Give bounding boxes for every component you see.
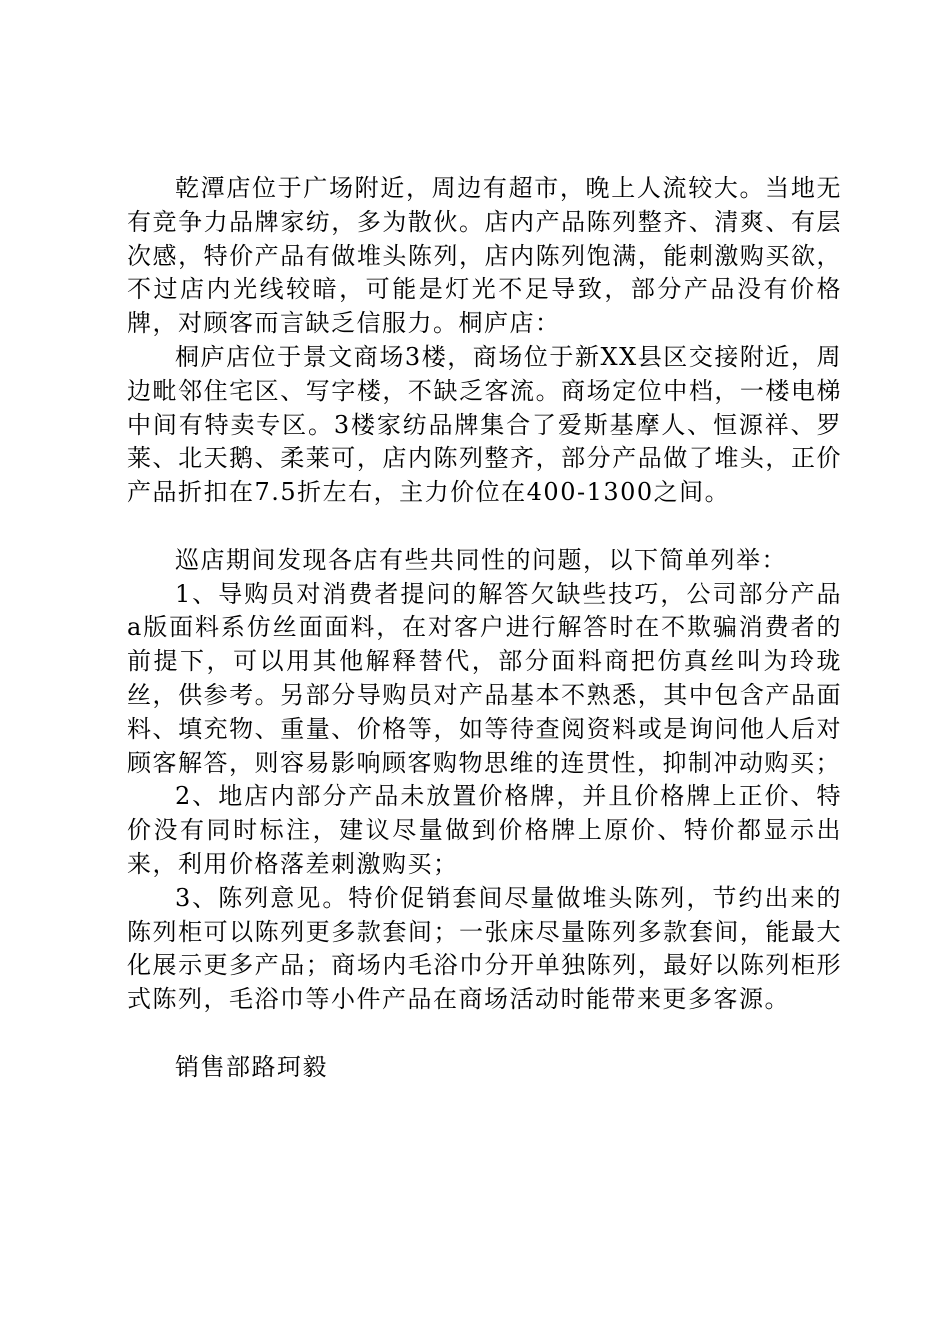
- paragraph-tonglu-store: 桐庐店位于景文商场3楼，商场位于新XX县区交接附近，周边毗邻住宅区、写字楼，不缺乏客流。商场定位中档，一楼电梯中间有特卖专区。3楼家纺品牌集合了爱斯基摩人、恒源祥、罗莱、北天鹅、柔莱可，店内陈列整齐，部分产品做了堆头，正价产品折扣在7.5折左右，主力价位在400-1300之间。: [127, 342, 842, 507]
- paragraph-issue-3: 3、陈列意见。特价促销套间尽量做堆头陈列，节约出来的陈列柜可以陈列更多款套间；一张床尽量陈列多款套间，能最大化展示更多产品；商场内毛浴巾分开单独陈列，最好以陈列柜形式陈列，毛浴巾等小件产品在商场活动时能带来更多客源。: [127, 883, 842, 1014]
- paragraph-spacer: [127, 1017, 842, 1051]
- paragraph-issue-2: 2、地店内部分产品未放置价格牌，并且价格牌上正价、特价没有同时标注，建议尽量做到价格牌上原价、特价都显示出来，利用价格落差刺激购买；: [127, 782, 842, 878]
- paragraph-common-issues-intro: 巡店期间发现各店有些共同性的问题，以下简单列举：: [175, 545, 787, 574]
- paragraph-spacer: [127, 510, 842, 544]
- signature: 销售部路珂毅: [175, 1052, 328, 1081]
- document-body: [127, 172, 842, 1085]
- paragraph-issue-1: 1、导购员对消费者提问的解答欠缺些技巧，公司部分产品a版面料系仿丝面面料，在对客户进行解答时在不欺骗消费者的前提下，可以用其他解释替代，部分面料商把仿真丝叫为玲珑丝，供参考。另部分导购员对产品基本不熟悉，其中包含产品面料、填充物、重量、价格等，如等待查阅资料或是询问他人后对顾客解答，则容易影响顾客购物思维的连贯性，抑制冲动购买；: [127, 579, 842, 777]
- paragraph-qiantan-store: 乾潭店位于广场附近，周边有超市，晚上人流较大。当地无有竞争力品牌家纺，多为散伙。店内产品陈列整齐、清爽、有层次感，特价产品有做堆头陈列，店内陈列饱满，能刺激购买欲，不过店内光线较暗，可能是灯光不足导致，部分产品没有价格牌，对顾客而言缺乏信服力。桐庐店：: [127, 174, 842, 338]
